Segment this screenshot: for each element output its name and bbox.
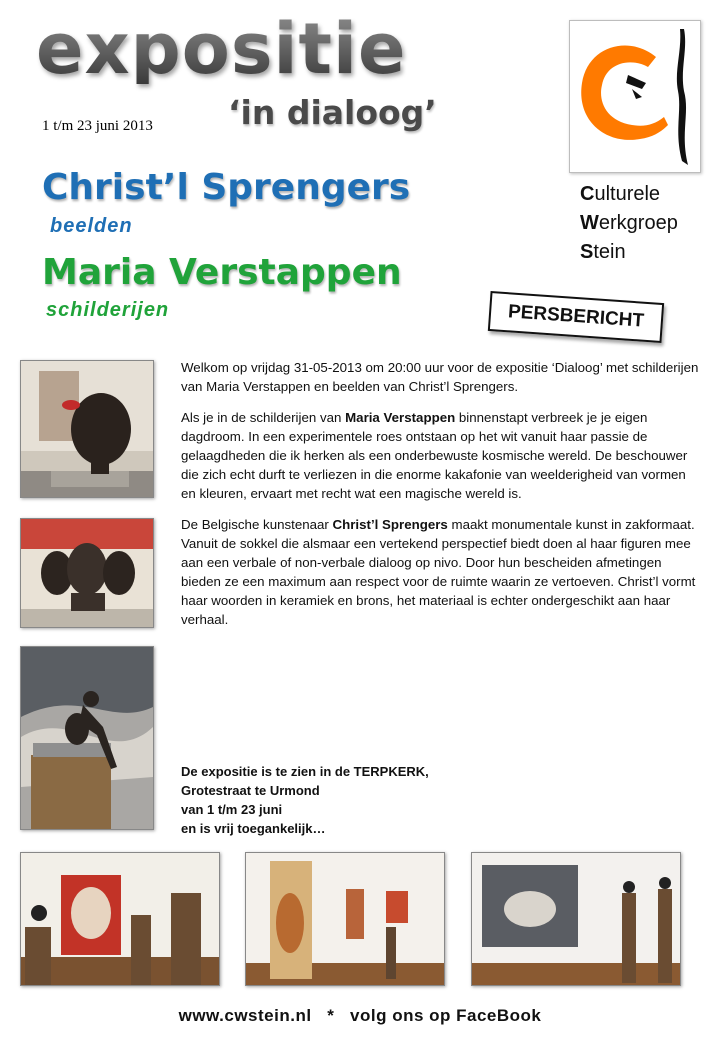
organisation-name <box>580 180 678 267</box>
venue-line: De expositie is te zien in de TERPKERK, <box>181 764 429 779</box>
artist-name-sprengers: Christ’l Sprengers <box>42 167 411 208</box>
paragraph-intro: Welkom op vrijdag 31-05-2013 om 20:00 uur voor de expositie ‘Dialoog’ met schilderijen van Maria Verstappen en beelden van Christ’l Sprengers. <box>181 360 699 394</box>
artist-name-verstappen: Maria Verstappen <box>42 252 402 293</box>
footer-separator: * <box>327 1006 335 1025</box>
poster-subtitle: ‘in dialoog’ <box>228 93 437 132</box>
exhibition-dates: 1 t/m 23 juni 2013 <box>42 118 153 134</box>
photo-gallery-1 <box>20 852 220 986</box>
paragraph-verstappen: Als je in de schilderijen van Maria Verstappen binnenstapt verbreek je je eigen dagdroom. In een experimentele roes ontstaan op het wit vanuit haar passie de gelaagdheden die ik herken als een onderbewuste kosmische wereld. De beschouwer die zich echt durft te verliezen in die enorme kakafonie van weelderigheid van vormen en kleuren, ervaart met recht wat een magische wereld is. <box>181 410 688 501</box>
website-link[interactable]: www.cwstein.nl <box>178 1006 312 1025</box>
organisation-line-1: Culturele <box>580 183 661 205</box>
venue-line: en is vrij toegankelijk… <box>181 821 326 836</box>
facebook-link[interactable]: volg ons op FaceBook <box>350 1006 542 1025</box>
photo-gallery-2 <box>245 852 445 986</box>
poster-title: expositie <box>36 8 407 90</box>
organisation-line-3: Stein <box>580 241 626 263</box>
photo-sculpture-seated-figure <box>20 646 154 830</box>
artist-medium-verstappen: schilderijen <box>46 299 170 321</box>
paragraph-sprengers: De Belgische kunstenaar Christ’l Sprengers maakt monumentale kunst in zakformaat. Vanuit de sokkel die alsmaar een vertekend perspectief biedt doen al haar figuren mee aan een verbale of non-verbale dialoog op nivo. Door hun bescheiden afmetingen bieden ze een maximum aan respect voor de ruimte waarin ze vertoeven. Christ’l vormt haar woorden in keramiek en brons, het materiaal is echter ondergeschikt aan haar verhaal. <box>181 517 696 627</box>
artist-medium-sprengers: beelden <box>50 215 133 237</box>
photo-gallery-3 <box>471 852 681 986</box>
venue-info <box>181 762 429 838</box>
venue-line: van 1 t/m 23 juni <box>181 802 283 817</box>
photo-sculpture-three-heads <box>20 518 154 628</box>
press-text <box>181 358 701 641</box>
footer <box>0 1006 720 1026</box>
press-release-label: PERSBERICHT <box>488 291 664 343</box>
photo-sculpture-head <box>20 360 154 498</box>
venue-line: Grotestraat te Urmond <box>181 783 320 798</box>
organisation-line-2: Werkgroep <box>580 212 678 234</box>
cw-stein-logo <box>569 20 701 173</box>
cw-logo-icon <box>570 21 700 172</box>
